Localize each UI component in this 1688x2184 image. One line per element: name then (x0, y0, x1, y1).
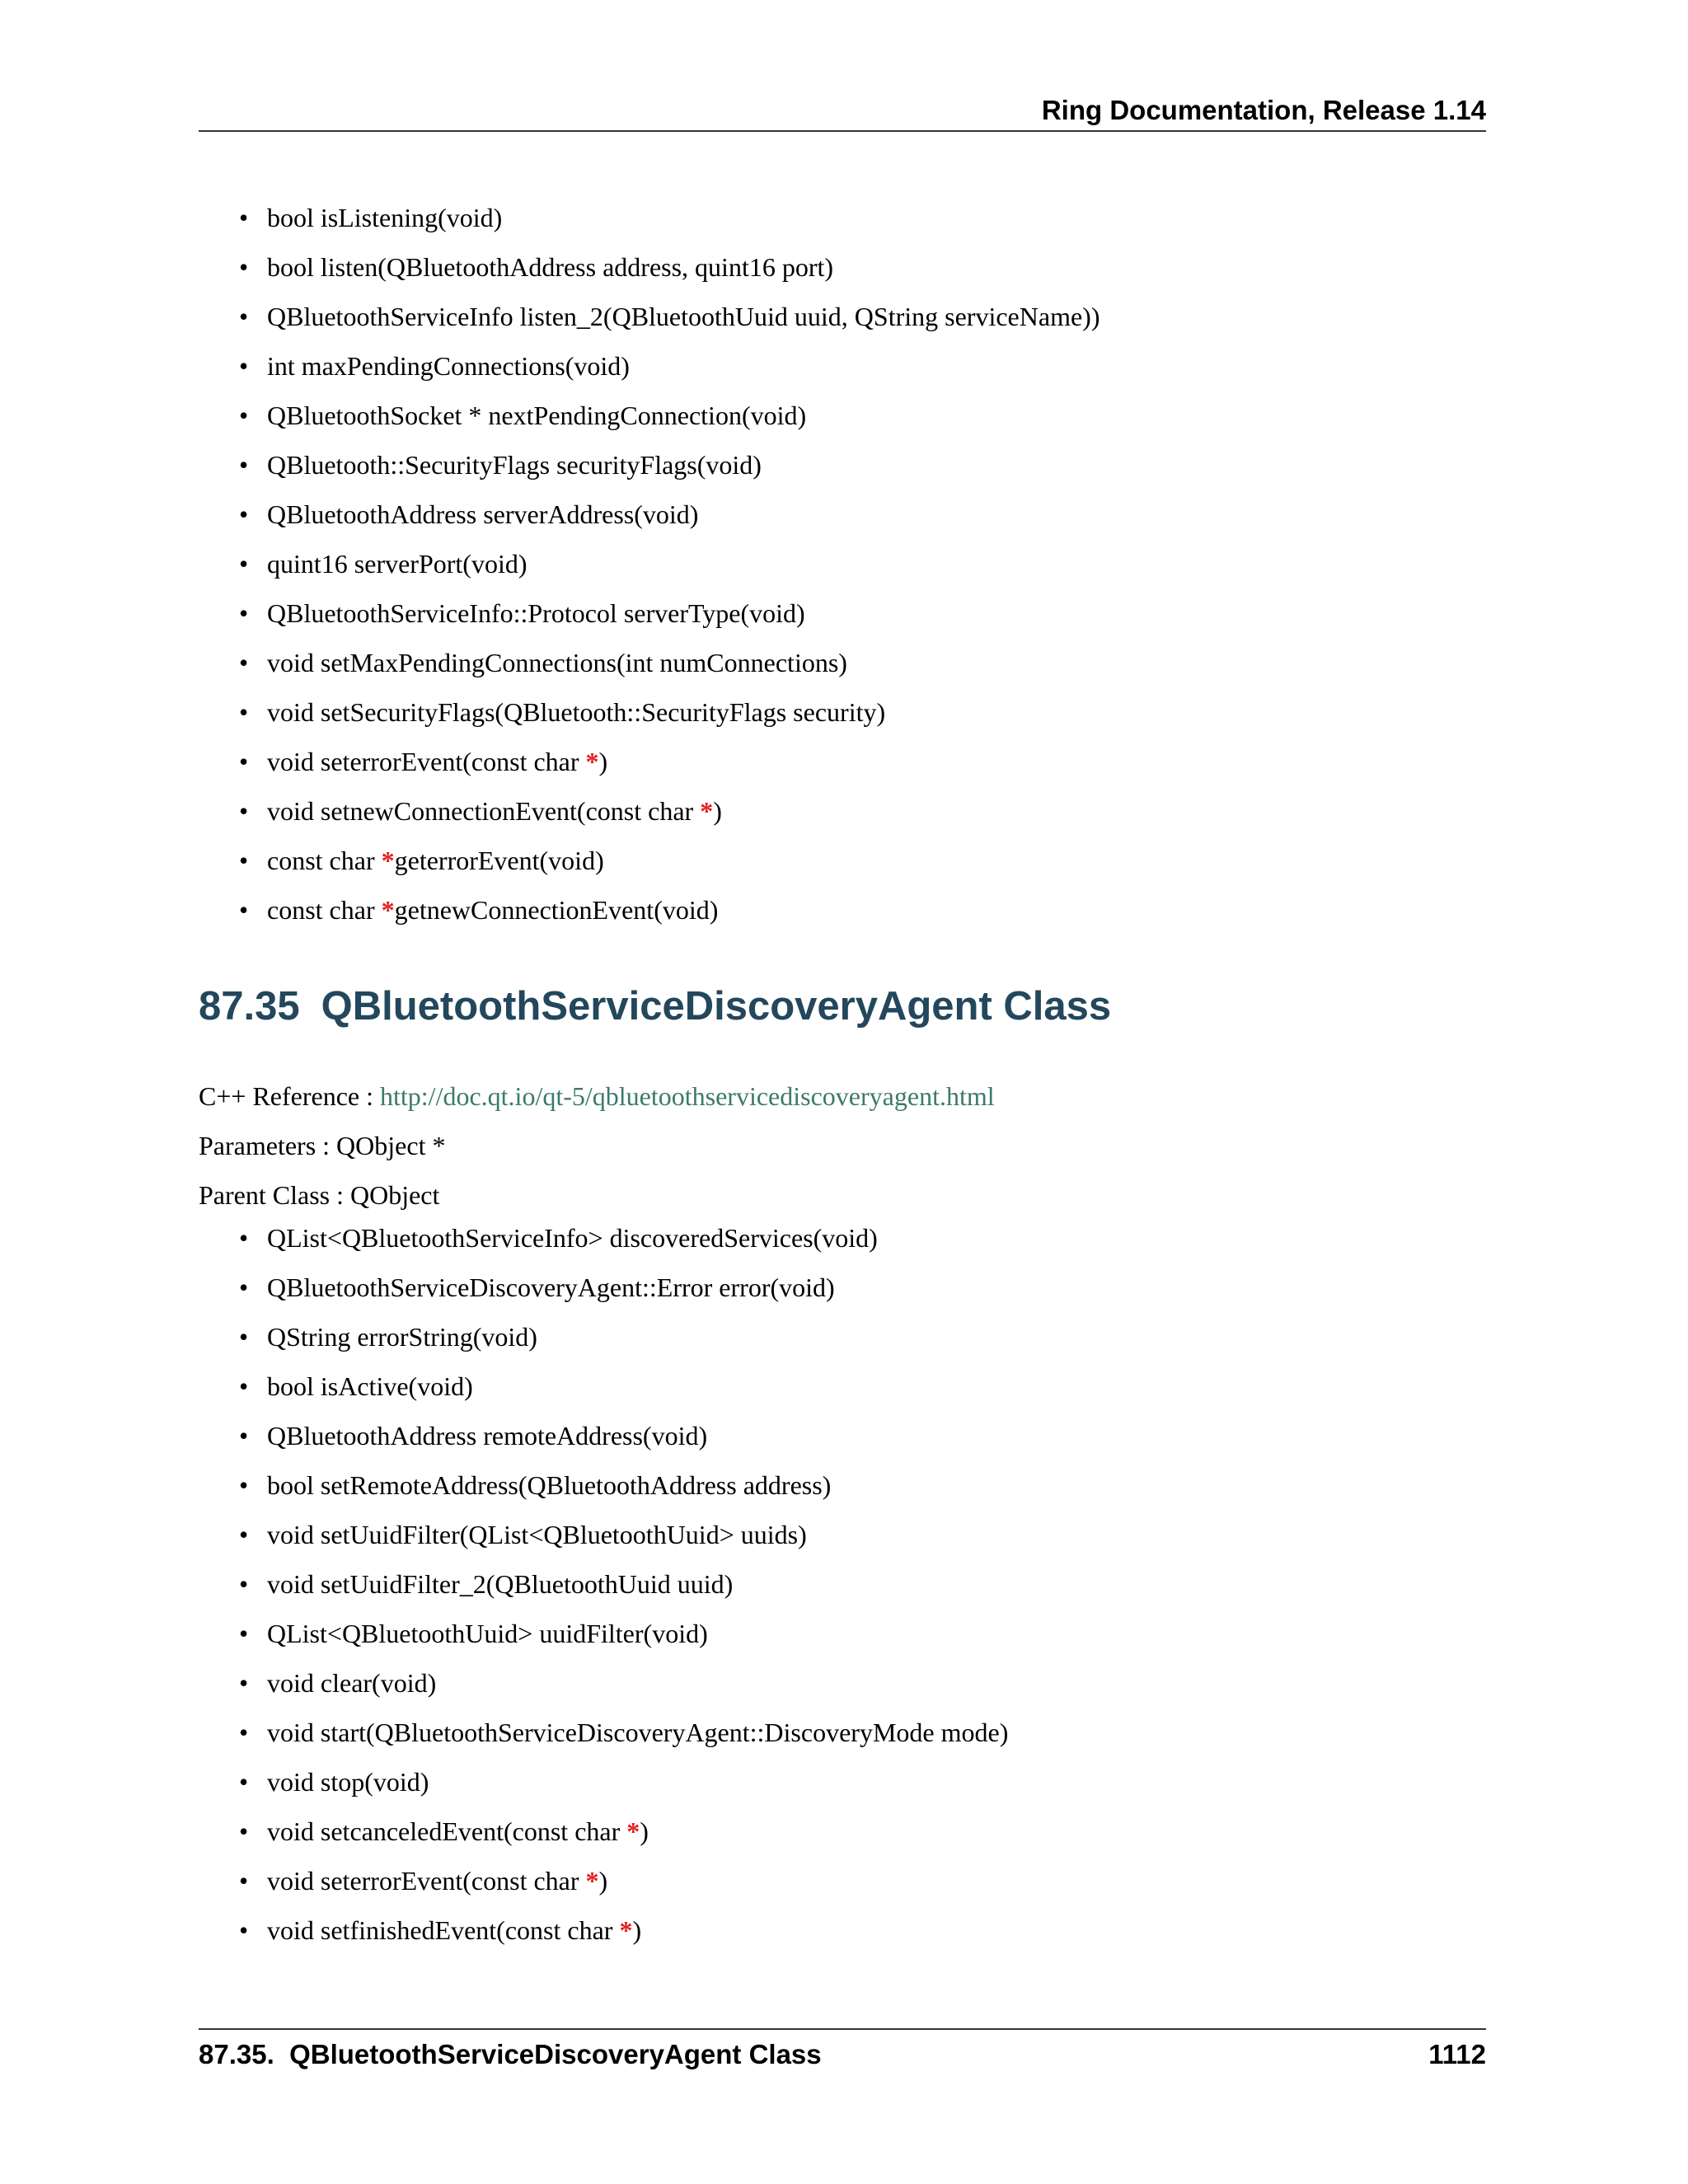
method-item (239, 836, 1475, 885)
method-signature-text: void seterrorEvent(const char (267, 747, 586, 776)
method-signature-text: QBluetoothServiceInfo listen_2(QBluetoothUuid uuid, QString serviceName)) (267, 302, 1100, 331)
pointer-asterisk: * (585, 1866, 599, 1896)
method-item (239, 588, 1475, 638)
footer-section-label: 87.35. QBluetoothServiceDiscoveryAgent Class (199, 2039, 822, 2069)
header-rule (199, 130, 1486, 132)
method-signature-text: ) (632, 1915, 642, 1945)
method-item (239, 1460, 1475, 1510)
method-item (239, 1361, 1475, 1411)
method-item (239, 1559, 1475, 1609)
method-item (239, 1658, 1475, 1708)
method-item (239, 1213, 1475, 1263)
method-item (239, 1905, 1475, 1955)
method-item (239, 737, 1475, 786)
method-signature-text: QList<QBluetoothServiceInfo> discoveredServices(void) (267, 1223, 878, 1253)
method-signature-text: QBluetooth::SecurityFlags securityFlags(void) (267, 450, 762, 480)
method-signature-text: void setSecurityFlags(QBluetooth::SecurityFlags security) (267, 697, 886, 727)
method-signature-text: bool isListening(void) (267, 203, 503, 232)
method-signature-text: QString errorString(void) (267, 1322, 537, 1352)
method-signature-text: ) (598, 1866, 608, 1896)
method-signature-text: void stop(void) (267, 1767, 429, 1797)
method-signature-text: getnewConnectionEvent(void) (394, 895, 719, 925)
parameters-line: Parameters : QObject * (199, 1131, 446, 1160)
method-signature-text: void start(QBluetoothServiceDiscoveryAgent::DiscoveryMode mode) (267, 1718, 1009, 1747)
method-item (239, 786, 1475, 836)
method-signature-text: QBluetoothAddress serverAddress(void) (267, 499, 699, 529)
pointer-asterisk: * (585, 747, 599, 776)
method-signature-text: void setUuidFilter(QList<QBluetoothUuid> uuids) (267, 1520, 807, 1549)
method-item (239, 1263, 1475, 1312)
method-signature-text: ) (640, 1816, 649, 1846)
pointer-asterisk: * (619, 1915, 633, 1945)
method-signature-text: bool setRemoteAddress(QBluetoothAddress address) (267, 1470, 832, 1500)
method-item (239, 638, 1475, 687)
method-signature-text: void setfinishedEvent(const char (267, 1915, 620, 1945)
method-signature-text: QBluetoothAddress remoteAddress(void) (267, 1421, 708, 1451)
method-item (239, 193, 1475, 242)
method-item (239, 885, 1475, 935)
method-item (239, 440, 1475, 490)
pointer-asterisk: * (700, 796, 714, 826)
method-signature-text: ) (598, 747, 608, 776)
method-signature-text: const char (267, 846, 382, 875)
method-signature-text: QBluetoothServiceDiscoveryAgent::Error error(void) (267, 1272, 835, 1302)
method-signature-text: bool listen(QBluetoothAddress address, quint16 port) (267, 252, 834, 282)
cpp-reference-label: C++ Reference : (199, 1081, 380, 1111)
method-item (239, 242, 1475, 292)
method-signature-text: QList<QBluetoothUuid> uuidFilter(void) (267, 1619, 708, 1648)
method-item (239, 1757, 1475, 1807)
method-item (239, 292, 1475, 341)
cpp-reference-line (199, 1071, 1486, 1121)
method-signature-text: void setnewConnectionEvent(const char (267, 796, 701, 826)
section-title: QBluetoothServiceDiscoveryAgent Class (321, 984, 1112, 1029)
section-heading (199, 977, 1486, 1035)
method-signature-text: void seterrorEvent(const char (267, 1866, 586, 1896)
pointer-asterisk: * (626, 1816, 640, 1846)
method-signature-text: void setcanceledEvent(const char (267, 1816, 627, 1846)
method-item (239, 490, 1475, 539)
method-item (239, 341, 1475, 391)
pointer-asterisk: * (381, 895, 395, 925)
method-item (239, 539, 1475, 588)
parent-class-line: Parent Class : QObject (199, 1180, 440, 1210)
method-item (239, 1312, 1475, 1361)
method-signature-text: bool isActive(void) (267, 1371, 473, 1401)
running-header: Ring Documentation, Release 1.14 (1041, 95, 1486, 125)
method-item (239, 1411, 1475, 1460)
method-signature-text: void setUuidFilter_2(QBluetoothUuid uuid) (267, 1569, 734, 1599)
method-signature-text: ) (713, 796, 722, 826)
pointer-asterisk: * (381, 846, 395, 875)
running-footer (199, 2034, 1486, 2075)
method-item (239, 687, 1475, 737)
method-list-top (239, 193, 1475, 935)
method-signature-text: const char (267, 895, 382, 925)
page-number: 1112 (1428, 2039, 1486, 2069)
method-signature-text: QBluetoothServiceInfo::Protocol serverType(void) (267, 598, 805, 628)
method-item (239, 1510, 1475, 1559)
method-item (239, 1807, 1475, 1856)
method-list-section (239, 1213, 1475, 1955)
method-item (239, 1856, 1475, 1905)
section-number: 87.35 (199, 984, 300, 1029)
cpp-reference-link[interactable]: http://doc.qt.io/qt-5/qbluetoothservicediscoveryagent.html (380, 1081, 995, 1111)
method-item (239, 391, 1475, 440)
method-signature-text: void clear(void) (267, 1668, 437, 1698)
method-item (239, 1708, 1475, 1757)
method-signature-text: QBluetoothSocket * nextPendingConnection(void) (267, 401, 807, 430)
method-signature-text: geterrorEvent(void) (394, 846, 604, 875)
method-signature-text: void setMaxPendingConnections(int numConnections) (267, 648, 847, 677)
method-signature-text: quint16 serverPort(void) (267, 549, 528, 579)
method-signature-text: int maxPendingConnections(void) (267, 351, 630, 381)
method-item (239, 1609, 1475, 1658)
footer-rule (199, 2028, 1486, 2030)
